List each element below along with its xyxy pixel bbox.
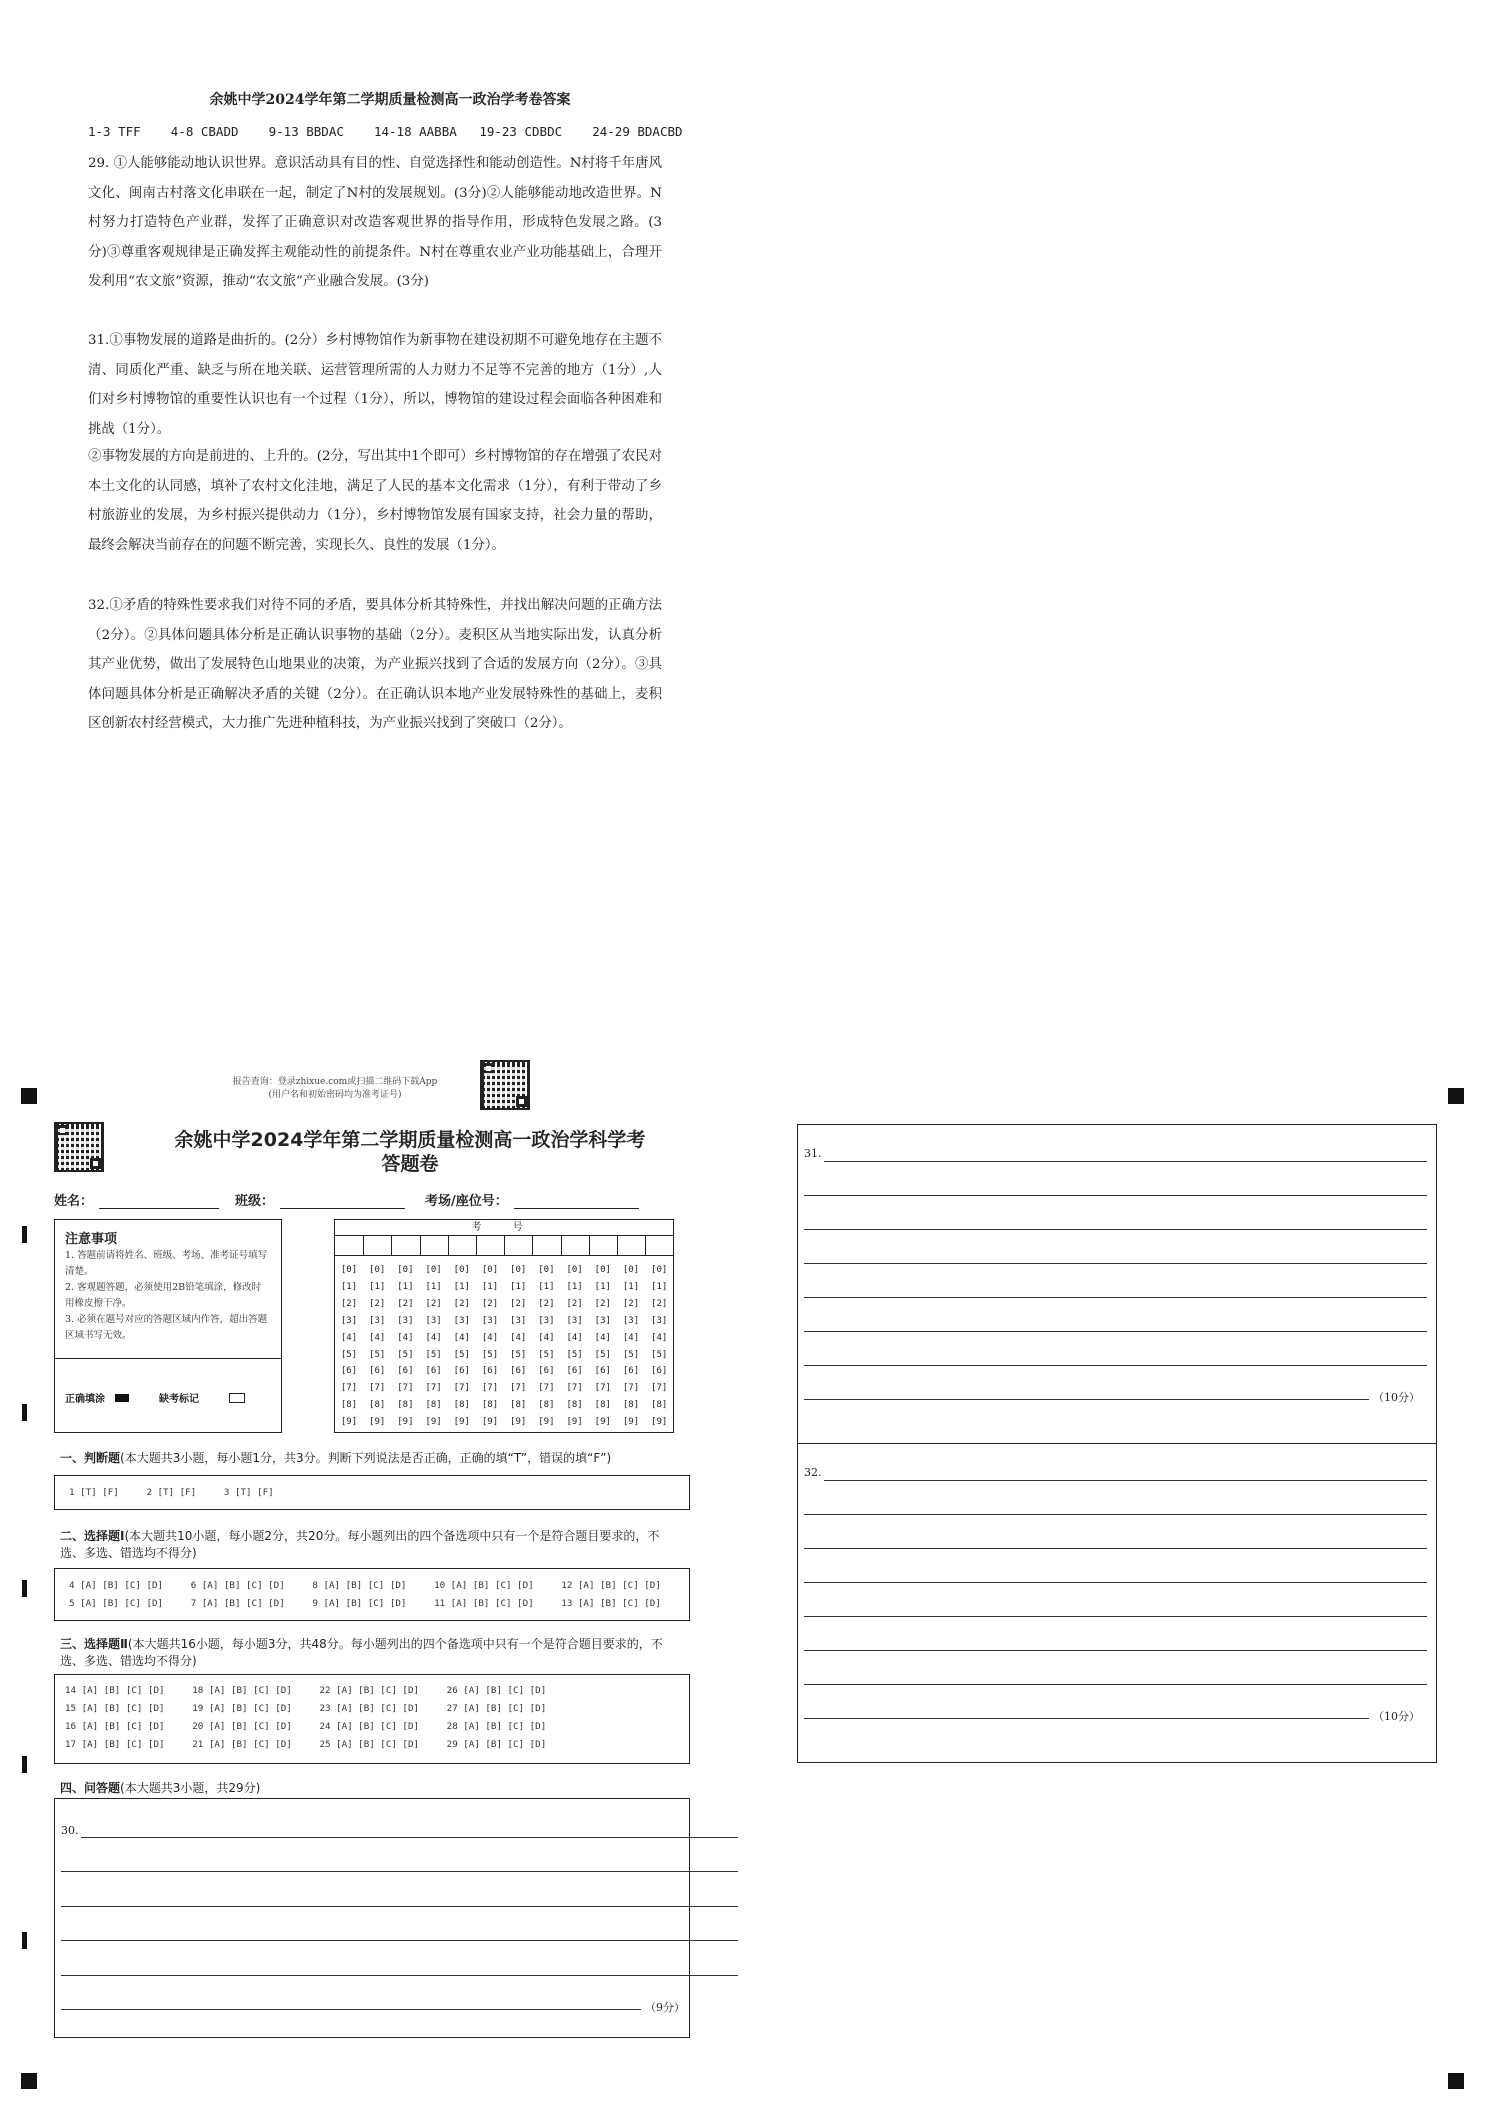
answer-line[interactable]: [804, 1365, 1427, 1366]
exam-digit-bubble[interactable]: [0]: [510, 1265, 527, 1275]
answer-line[interactable]: [804, 1229, 1427, 1230]
timing-mark: [22, 1932, 27, 1949]
divider: [335, 1255, 673, 1256]
absent-label: 缺考标记: [159, 1394, 199, 1405]
q32-label: 32.: [804, 1466, 822, 1479]
exam-digit-bubble[interactable]: [8]: [340, 1400, 358, 1411]
exam-digit-column: [450, 1262, 474, 1431]
section-2-title: 二、选择题Ⅰ: [60, 1529, 125, 1543]
answer-q29: 29. ①人能够能动地认识世界。意识活动具有目的性、自觉选择性和能动创造性。N村将千年唐风文化、闽南古村落文化串联在一起，制定了N村的发展规划。(3分)②人能够能动地改造世界。N村努力打造特色产业群，发挥了正确意识对改造客观世界的指导作用，形成特色发展之路。(3分)③尊重客观规律是正确发挥主观能动性的前提条件。N村在尊重农业产业功能基础上，合理开发利用“农文旅”资源，推动“农文旅”产业融合发展。(3分): [88, 156, 662, 289]
grid-divider: [617, 1235, 618, 1255]
exam-digit-bubble[interactable]: [2]: [651, 1298, 668, 1309]
exam-digit-bubble[interactable]: [5]: [594, 1349, 611, 1360]
exam-digit-bubble[interactable]: [7]: [397, 1383, 414, 1394]
exam-digit-bubble[interactable]: [4]: [594, 1332, 611, 1343]
exam-digit-bubble[interactable]: [7]: [369, 1383, 386, 1394]
choice-row[interactable]: 15 [A] [B] [C] [D] 19 [A] [B] [C] [D] 23 [A] [B] [C] [D] 27 [A] [B] [C] [D]: [65, 1703, 547, 1714]
q31-answer-box[interactable]: [797, 1124, 1437, 1444]
exam-digit-bubble[interactable]: [7]: [594, 1383, 611, 1394]
exam-digit-bubble[interactable]: [4]: [538, 1332, 555, 1343]
class-label: 班级：: [235, 1194, 275, 1209]
name-label: 姓名：: [54, 1194, 94, 1209]
exam-digit-bubble[interactable]: [6]: [594, 1366, 611, 1377]
exam-digit-bubble[interactable]: [4]: [566, 1332, 583, 1343]
notice-box: [54, 1219, 282, 1433]
choice-row[interactable]: 4 [A] [B] [C] [D] 6 [A] [B] [C] [D] 8 [A] [B] [C] [D] 10 [A] [B] [C] [D] 12 [A] [B] [C] [D]: [69, 1580, 661, 1591]
exam-digit-bubble[interactable]: [3]: [538, 1315, 555, 1326]
exam-digit-bubble[interactable]: [9]: [594, 1417, 611, 1428]
exam-digit-bubble[interactable]: [0]: [453, 1265, 470, 1275]
choice-row[interactable]: 5 [A] [B] [C] [D] 7 [A] [B] [C] [D] 9 [A] [B] [C] [D] 11 [A] [B] [C] [D] 13 [A] [B] [C] [D]: [69, 1598, 661, 1609]
exam-digit-bubble[interactable]: [3]: [425, 1315, 442, 1326]
exam-digit-bubble[interactable]: [9]: [369, 1417, 386, 1428]
exam-digit-bubble[interactable]: [1]: [397, 1281, 414, 1292]
exam-digit-bubble[interactable]: [8]: [566, 1400, 583, 1411]
choice-row[interactable]: 16 [A] [B] [C] [D] 20 [A] [B] [C] [D] 24 [A] [B] [C] [D] 28 [A] [B] [C] [D]: [65, 1721, 547, 1732]
section-3-desc: (本大题共16小题，每小题3分，共48分。每小题列出的四个备选项中只有一个是符合题目要求的，不选、多选、错选均不得分): [60, 1637, 663, 1668]
exam-digit-bubble[interactable]: [3]: [369, 1315, 386, 1326]
exam-digit-bubble[interactable]: [6]: [425, 1366, 442, 1377]
exam-digit-bubble[interactable]: [5]: [510, 1349, 527, 1360]
exam-digit-bubble[interactable]: [4]: [481, 1332, 499, 1343]
exam-digit-bubble[interactable]: [4]: [622, 1332, 640, 1343]
seat-field[interactable]: [425, 1190, 639, 1209]
exam-digit-bubble[interactable]: [5]: [397, 1349, 414, 1360]
corner-mark-top-left: [21, 1088, 37, 1104]
report-line-1: 报告查询：登录zhixue.com或扫描二维码下载App: [232, 1077, 438, 1087]
exam-digit-bubble[interactable]: [8]: [538, 1400, 555, 1411]
exam-digit-bubble[interactable]: [4]: [651, 1332, 668, 1343]
answer-line[interactable]: [804, 1616, 1427, 1617]
timing-mark: [22, 1756, 27, 1773]
section-3-heading: [60, 1636, 680, 1670]
exam-digit-bubble[interactable]: [7]: [566, 1383, 583, 1394]
exam-digit-column: [619, 1262, 643, 1431]
answer-line[interactable]: [61, 1906, 738, 1907]
exam-digit-bubble[interactable]: [1]: [453, 1281, 470, 1292]
exam-digit-bubble[interactable]: [2]: [369, 1298, 386, 1309]
sheet-title-line2: 答题卷: [381, 1153, 439, 1175]
report-query-text: [205, 1076, 465, 1102]
exam-digit-bubble[interactable]: [8]: [453, 1400, 470, 1411]
exam-digit-column: [422, 1262, 446, 1431]
exam-digit-bubble[interactable]: [3]: [453, 1315, 470, 1326]
exam-digit-bubble[interactable]: [3]: [397, 1315, 414, 1326]
exam-number-grid: [334, 1219, 674, 1433]
exam-digit-bubble[interactable]: [0]: [369, 1265, 386, 1275]
answer-line[interactable]: [61, 1940, 738, 1941]
q32-answer-box[interactable]: [797, 1443, 1437, 1763]
exam-digit-bubble[interactable]: [7]: [453, 1383, 470, 1394]
absent-checkbox[interactable]: [229, 1393, 245, 1403]
timing-mark: [22, 1226, 27, 1243]
fill-example-row: [65, 1390, 245, 1405]
exam-digit-bubble[interactable]: [5]: [481, 1349, 499, 1360]
section-2-box: [54, 1568, 690, 1621]
q30-label: 30.: [61, 1824, 79, 1837]
exam-digit-bubble[interactable]: [2]: [453, 1298, 470, 1309]
sheet-title-line1: 余姚中学2024学年第二学期质量检测高一政治学科学考: [174, 1129, 646, 1151]
section-4-desc: (本大题共3小题，共29分): [120, 1781, 261, 1795]
exam-digit-bubble[interactable]: [1]: [510, 1281, 527, 1292]
answer-line[interactable]: [61, 2009, 641, 2010]
grid-divider: [504, 1235, 505, 1255]
name-blank[interactable]: [99, 1194, 219, 1209]
section-1-heading: [60, 1450, 680, 1467]
exam-digit-bubble[interactable]: [7]: [481, 1383, 499, 1394]
corner-mark-bottom-left: [21, 2073, 37, 2089]
exam-digit-column: [506, 1262, 530, 1431]
exam-digit-bubble[interactable]: [0]: [622, 1265, 640, 1275]
exam-digit-bubble[interactable]: [0]: [651, 1265, 668, 1275]
divider: [55, 1358, 281, 1359]
exam-digit-bubble[interactable]: [6]: [510, 1366, 527, 1377]
exam-digit-column: [337, 1262, 361, 1431]
exam-digit-bubble[interactable]: [9]: [538, 1417, 555, 1428]
answer-line[interactable]: [61, 1975, 738, 1976]
exam-digit-bubble[interactable]: [9]: [566, 1417, 583, 1428]
exam-digit-bubble[interactable]: [1]: [594, 1281, 611, 1292]
exam-digit-bubble[interactable]: [7]: [651, 1383, 668, 1394]
choice-row[interactable]: 14 [A] [B] [C] [D] 18 [A] [B] [C] [D] 22 [A] [B] [C] [D] 26 [A] [B] [C] [D]: [65, 1685, 547, 1696]
exam-digit-bubble[interactable]: [1]: [340, 1281, 358, 1292]
exam-digit-bubble[interactable]: [5]: [425, 1349, 442, 1360]
student-info-row: [54, 1190, 694, 1209]
exam-digit-bubble[interactable]: [8]: [510, 1400, 527, 1411]
exam-digit-bubble[interactable]: [0]: [425, 1265, 442, 1275]
exam-digit-bubble[interactable]: [5]: [538, 1349, 555, 1360]
exam-digit-bubble[interactable]: [2]: [481, 1298, 499, 1309]
timing-mark: [22, 1404, 27, 1421]
exam-digit-bubble[interactable]: [4]: [340, 1332, 358, 1343]
exam-digit-bubble[interactable]: [0]: [481, 1265, 499, 1275]
exam-digit-column: [478, 1262, 502, 1431]
exam-digit-bubble[interactable]: [2]: [622, 1298, 640, 1309]
exam-digit-bubble[interactable]: [0]: [538, 1265, 555, 1275]
exam-digit-bubble[interactable]: [9]: [481, 1417, 499, 1428]
exam-digit-bubble[interactable]: [9]: [340, 1417, 358, 1428]
section-1-desc: (本大题共3小题，每小题1分，共3分。判断下列说法是否正确，正确的填“T”，错误的填“F”): [120, 1451, 612, 1465]
answer-line[interactable]: [61, 1871, 738, 1872]
answer-line[interactable]: [824, 1480, 1427, 1481]
notice-item: 2. 客观题答题，必须使用2B铅笔填涂，修改时用橡皮擦干净。: [65, 1282, 262, 1309]
exam-digit-bubble[interactable]: [1]: [425, 1281, 442, 1292]
exam-digit-bubble[interactable]: [8]: [425, 1400, 442, 1411]
exam-digit-bubble[interactable]: [1]: [566, 1281, 583, 1292]
grid-divider: [448, 1235, 449, 1255]
exam-digit-bubble[interactable]: [2]: [566, 1298, 583, 1309]
exam-digit-bubble[interactable]: [5]: [651, 1349, 668, 1360]
exam-digit-bubble[interactable]: [1]: [651, 1281, 668, 1292]
exam-digit-bubble[interactable]: [4]: [369, 1332, 386, 1343]
section-3-title: 三、选择题Ⅱ: [60, 1637, 128, 1651]
student-qr-code-icon: [54, 1122, 104, 1172]
seat-blank[interactable]: [514, 1194, 639, 1209]
exam-digit-bubble[interactable]: [3]: [481, 1315, 499, 1326]
notice-title: 注意事项: [65, 1232, 118, 1247]
exam-digit-bubble[interactable]: [8]: [594, 1400, 611, 1411]
sheet-title: [140, 1128, 680, 1176]
exam-digit-column: [365, 1262, 389, 1431]
exam-digit-bubble[interactable]: [7]: [622, 1383, 640, 1394]
exam-digit-bubble[interactable]: [5]: [340, 1349, 358, 1360]
exam-digit-column: [563, 1262, 587, 1431]
app-qr-code-icon: [480, 1060, 530, 1110]
answer-line[interactable]: [804, 1263, 1427, 1264]
exam-digit-bubble[interactable]: [6]: [340, 1366, 358, 1377]
exam-digit-bubble[interactable]: [9]: [622, 1417, 640, 1428]
exam-digit-bubble[interactable]: [6]: [369, 1366, 386, 1377]
q31-label: 31.: [804, 1147, 822, 1160]
exam-digit-bubble[interactable]: [2]: [425, 1298, 442, 1309]
section-4-title: 四、问答题: [60, 1781, 121, 1795]
timing-mark: [22, 1580, 27, 1597]
exam-digit-bubble[interactable]: [3]: [510, 1315, 527, 1326]
exam-number-title: 考 号: [335, 1220, 673, 1236]
exam-digit-bubble[interactable]: [1]: [622, 1281, 640, 1292]
exam-digit-bubble[interactable]: [7]: [538, 1383, 555, 1394]
exam-digit-bubble[interactable]: [0]: [594, 1265, 611, 1275]
exam-digit-bubble[interactable]: [0]: [397, 1265, 414, 1275]
exam-digit-bubble[interactable]: [6]: [397, 1366, 414, 1377]
answer-line[interactable]: [804, 1650, 1427, 1651]
exam-digit-bubble[interactable]: [5]: [566, 1349, 583, 1360]
section-3-box: [54, 1674, 690, 1764]
answer-q32: 32.①矛盾的特殊性要求我们对待不同的矛盾，要具体分析其特殊性，并找出解决问题的正确方法（2分）。②具体问题具体分析是正确认识事物的基础（2分）。麦积区从当地实际出发，认真分析其产业优势，做出了发展特色山地果业的决策，为产业振兴找到了合适的发展方向（2分）。③具体问题具体分析是正确解决矛盾的关键（2分）。在正确认识本地产业发展特殊性的基础上，麦积区创新农村经营模式，大力推广先进种植科技，为产业振兴找到了突破口（2分）。: [88, 598, 662, 731]
correct-fill-label: 正确填涂: [65, 1394, 105, 1405]
section-1-box: [54, 1475, 690, 1510]
exam-digit-bubble[interactable]: [0]: [340, 1265, 358, 1275]
answer-line[interactable]: [804, 1195, 1427, 1196]
exam-digit-bubble[interactable]: [6]: [481, 1366, 499, 1377]
exam-digit-bubble[interactable]: [3]: [594, 1315, 611, 1326]
q32-score: （10分）: [1373, 1710, 1420, 1723]
answer-key-title: 余姚中学2024学年第二学期质量检测高一政治学考卷答案: [209, 92, 571, 108]
exam-digit-bubble[interactable]: [3]: [622, 1315, 640, 1326]
exam-digit-bubble[interactable]: [6]: [538, 1366, 555, 1377]
grid-divider: [391, 1235, 392, 1255]
report-line-2: (用户名和初始密码均为准考证号): [268, 1090, 402, 1100]
answer-line[interactable]: [804, 1331, 1427, 1332]
grid-divider: [476, 1235, 477, 1255]
exam-digit-bubble[interactable]: [9]: [510, 1417, 527, 1428]
judgement-options[interactable]: 1 [T] [F] 2 [T] [F] 3 [T] [F]: [69, 1487, 274, 1498]
exam-digit-bubble[interactable]: [9]: [425, 1417, 442, 1428]
exam-digit-bubble[interactable]: [7]: [510, 1383, 527, 1394]
choice-row[interactable]: 17 [A] [B] [C] [D] 21 [A] [B] [C] [D] 25 [A] [B] [C] [D] 29 [A] [B] [C] [D]: [65, 1739, 547, 1750]
exam-digit-bubble[interactable]: [4]: [453, 1332, 470, 1343]
grid-divider: [645, 1235, 646, 1255]
answer-line[interactable]: [804, 1297, 1427, 1298]
answer-line[interactable]: [804, 1582, 1427, 1583]
exam-digit-bubble[interactable]: [2]: [397, 1298, 414, 1309]
answer-line[interactable]: [804, 1514, 1427, 1515]
grid-divider: [532, 1235, 533, 1255]
corner-mark-top-right: [1448, 1088, 1464, 1104]
exam-digit-column: [591, 1262, 615, 1431]
exam-digit-bubble[interactable]: [3]: [566, 1315, 583, 1326]
exam-digit-bubble[interactable]: [4]: [397, 1332, 414, 1343]
exam-digit-bubble[interactable]: [4]: [510, 1332, 527, 1343]
answer-line[interactable]: [804, 1399, 1369, 1400]
name-field[interactable]: [54, 1190, 219, 1209]
exam-digit-bubble[interactable]: [8]: [397, 1400, 414, 1411]
answer-line[interactable]: [804, 1684, 1427, 1685]
exam-digit-bubble[interactable]: [1]: [538, 1281, 555, 1292]
exam-digit-bubble[interactable]: [4]: [425, 1332, 442, 1343]
answer-q31-part2: ②事物发展的方向是前进的、上升的。(2分，写出其中1个即可）乡村博物馆的存在增强了农民对本土文化的认同感，填补了农村文化洼地，满足了人民的基本文化需求（1分），有利于带动了乡村旅游业的发展，为乡村振兴提供动力（1分），乡村博物馆发展有国家支持，社会力量的帮助，最终会解决当前存在的问题不断完善，实现长久、良性的发展（1分）。: [88, 449, 662, 553]
section-1-title: 一、判断题: [60, 1451, 121, 1465]
mc-answers-line: 1-3 TFF 4-8 CBADD 9-13 BBDAC 14-18 AABBA 19-23 CDBDC 24-29 BDACBD: [88, 124, 683, 139]
exam-digit-bubble[interactable]: [5]: [622, 1349, 640, 1360]
section-2-heading: [60, 1528, 680, 1562]
exam-digit-bubble[interactable]: [8]: [481, 1400, 499, 1411]
notice-item: 3. 必须在题号对应的答题区域内作答，超出答题区域书写无效。: [65, 1314, 268, 1341]
answer-line[interactable]: [824, 1161, 1427, 1162]
exam-digit-bubble[interactable]: [9]: [651, 1417, 668, 1428]
exam-digit-bubble[interactable]: [1]: [369, 1281, 386, 1292]
corner-mark-bottom-right: [1448, 2073, 1464, 2089]
exam-digit-column: [647, 1262, 671, 1431]
answer-line[interactable]: [804, 1548, 1427, 1549]
answer-q31-part1: 31.①事物发展的道路是曲折的。(2分）乡村博物馆作为新事物在建设初期不可避免地存在主题不清、同质化严重、缺乏与所在地关联、运营管理所需的人力财力不足等不完善的地方（1分）,人们对乡村博物馆的重要性认识也有一个过程（1分），所以，博物馆的建设过程会面临各种困难和挑战（1分）。: [88, 333, 662, 437]
class-field[interactable]: [235, 1190, 405, 1209]
exam-digit-bubble[interactable]: [6]: [622, 1366, 640, 1377]
exam-digit-bubble[interactable]: [3]: [651, 1315, 668, 1326]
exam-digit-bubble[interactable]: [2]: [510, 1298, 527, 1309]
grid-divider: [363, 1235, 364, 1255]
exam-digit-bubble[interactable]: [5]: [369, 1349, 386, 1360]
q31-score: （10分）: [1373, 1391, 1420, 1404]
exam-digit-bubble[interactable]: [2]: [340, 1298, 358, 1309]
answer-line[interactable]: [804, 1718, 1369, 1719]
filled-mark-icon: [115, 1394, 129, 1402]
section-2-desc: (本大题共10小题，每小题2分，共20分。每小题列出的四个备选项中只有一个是符合题目要求的，不选、多选、错选均不得分): [60, 1529, 660, 1560]
answer-line[interactable]: [81, 1837, 738, 1838]
exam-digit-column: [534, 1262, 558, 1431]
exam-digit-bubble[interactable]: [6]: [453, 1366, 470, 1377]
section-4-heading: [60, 1780, 680, 1797]
exam-digit-bubble[interactable]: [0]: [566, 1265, 583, 1275]
grid-divider: [561, 1235, 562, 1255]
exam-digit-bubble[interactable]: [7]: [340, 1383, 358, 1394]
exam-digit-column: [393, 1262, 417, 1431]
notice-items: [65, 1248, 270, 1344]
exam-digit-bubble[interactable]: [2]: [594, 1298, 611, 1309]
exam-digit-bubble[interactable]: [6]: [566, 1366, 583, 1377]
grid-divider: [420, 1235, 421, 1255]
exam-digit-bubble[interactable]: [8]: [369, 1400, 386, 1411]
seat-label: 考场/座位号：: [425, 1194, 508, 1209]
exam-digit-bubble[interactable]: [2]: [538, 1298, 555, 1309]
exam-digit-bubble[interactable]: [7]: [425, 1383, 442, 1394]
class-blank[interactable]: [280, 1194, 405, 1209]
exam-digit-bubble[interactable]: [9]: [453, 1417, 470, 1428]
grid-divider: [589, 1235, 590, 1255]
exam-digit-bubble[interactable]: [6]: [651, 1366, 668, 1377]
exam-digit-bubble[interactable]: [1]: [481, 1281, 499, 1292]
exam-digit-bubble[interactable]: [8]: [651, 1400, 668, 1411]
notice-item: 1. 答题前请将姓名、班级、考场、准考证号填写清楚。: [65, 1250, 268, 1277]
q30-answer-box[interactable]: [54, 1798, 690, 2038]
exam-digit-bubble[interactable]: [8]: [622, 1400, 640, 1411]
exam-digit-bubble[interactable]: [3]: [340, 1315, 358, 1326]
q30-score: （9分）: [645, 2001, 685, 2014]
exam-digit-bubble[interactable]: [9]: [397, 1417, 414, 1428]
exam-digit-bubble[interactable]: [5]: [453, 1349, 470, 1360]
